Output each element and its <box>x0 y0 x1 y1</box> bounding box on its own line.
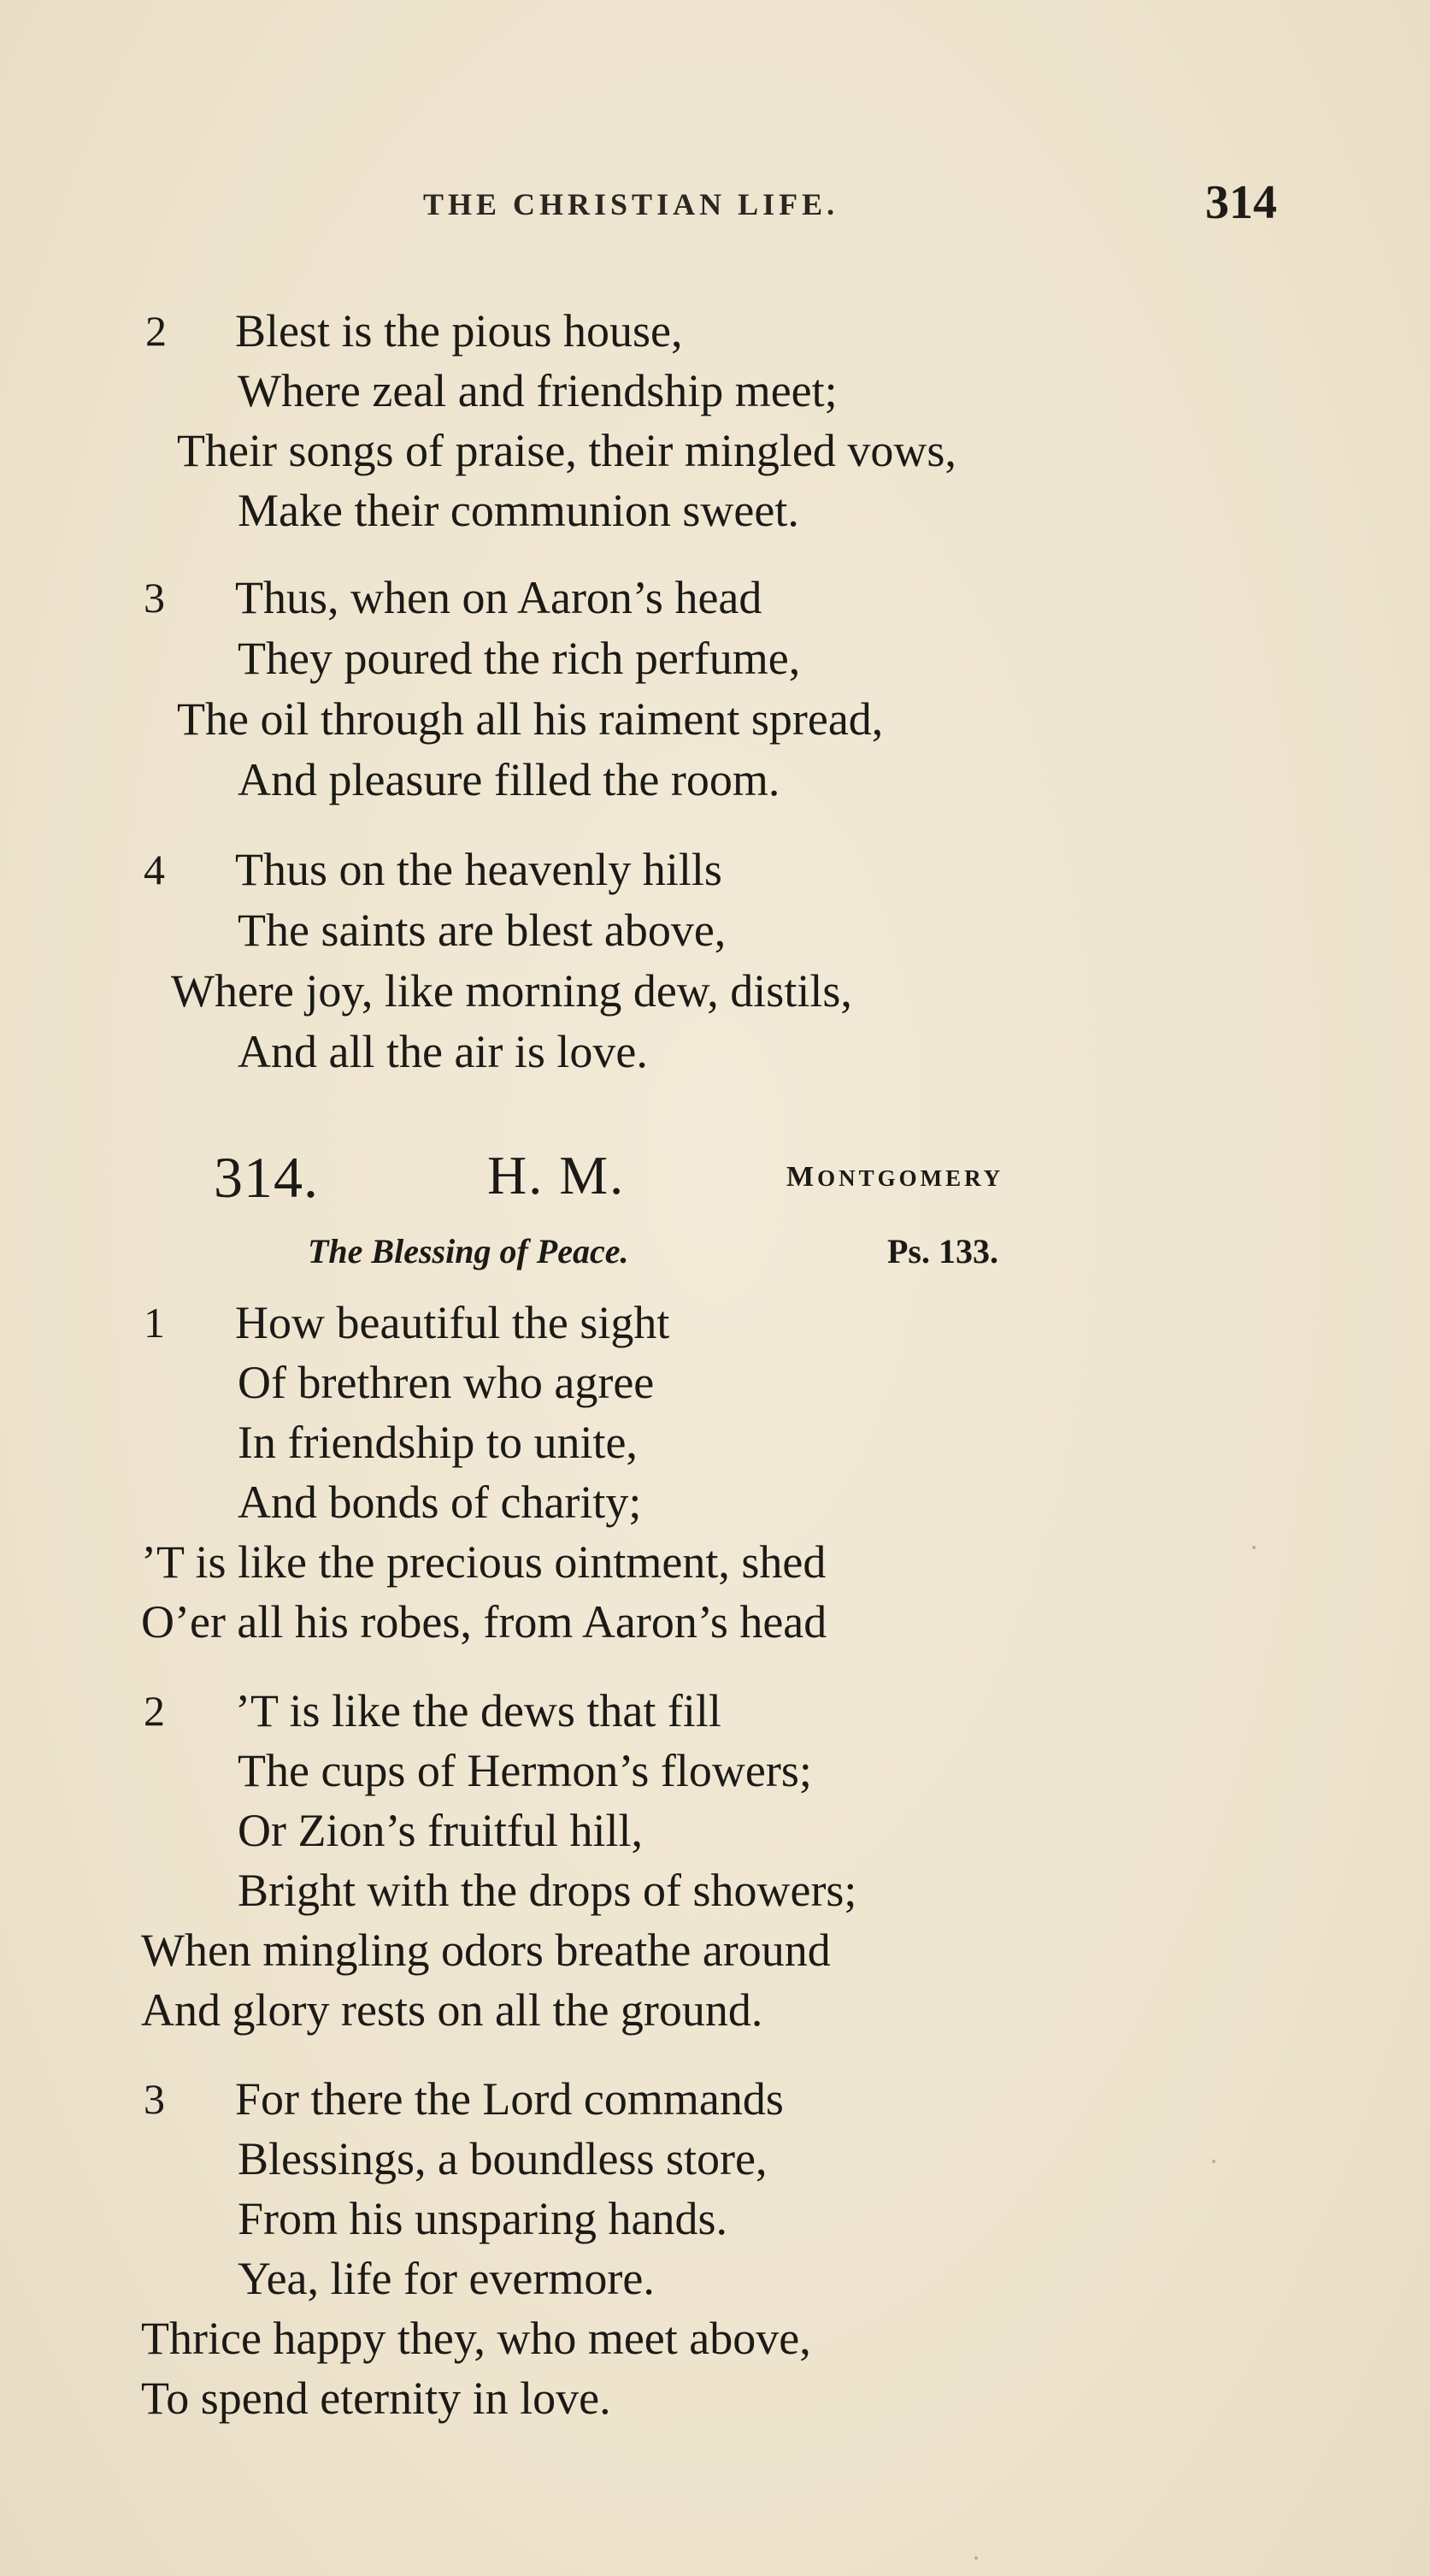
verse-line: Where joy, like morning dew, distils, <box>171 965 852 1017</box>
stanza-number: 3 <box>144 574 165 622</box>
verse-line: Of brethren who agree <box>238 1357 655 1408</box>
stanza-number: 4 <box>144 846 165 893</box>
verse-line: Blessings, a boundless store, <box>238 2133 768 2184</box>
verse-line: How beautiful the sight <box>235 1297 670 1348</box>
hymn-meter: H. M. <box>487 1145 626 1205</box>
paper-speck <box>974 2556 978 2560</box>
verse-line: Thus on the heavenly hills <box>235 844 722 895</box>
paper-speck <box>1252 1546 1256 1549</box>
verse-line: To spend eternity in love. <box>141 2373 611 2424</box>
verse-line: Make their communion sweet. <box>238 485 799 536</box>
hymn-number: 314. <box>214 1145 319 1210</box>
stanza-number: 3 <box>144 2075 165 2123</box>
verse-line: And all the air is love. <box>238 1026 648 1077</box>
stanza-number: 1 <box>144 1299 165 1347</box>
author-rest: ONTGOMERY <box>817 1165 1004 1191</box>
verse-line: ’T is like the dews that fill <box>235 1685 721 1736</box>
stanza-number: 2 <box>144 1687 165 1735</box>
paper-speck <box>1212 2160 1215 2163</box>
verse-line: And glory rests on all the ground. <box>141 1984 763 2036</box>
verse-line: Blest is the pious house, <box>235 305 683 357</box>
verse-line: Or Zion’s fruitful hill, <box>238 1805 643 1856</box>
verse-line: Thus, when on Aaron’s head <box>235 572 762 623</box>
verse-line: Their songs of praise, their mingled vows, <box>177 425 956 476</box>
verse-line: In friendship to unite, <box>238 1417 638 1468</box>
verse-line: O’er all his robes, from Aaron’s head <box>141 1596 827 1648</box>
page-number: 314 <box>1205 176 1277 229</box>
verse-line: They poured the rich perfume, <box>238 633 801 684</box>
verse-line: And pleasure filled the room. <box>238 754 780 805</box>
verse-line: And bonds of charity; <box>238 1477 642 1528</box>
psalm-reference: Ps. 133. <box>887 1232 998 1270</box>
hymn-subtitle: The Blessing of Peace. <box>308 1232 629 1270</box>
verse-line: Where zeal and friendship meet; <box>238 365 838 416</box>
verse-line: The cups of Hermon’s flowers; <box>238 1745 812 1796</box>
verse-line: From his unsparing hands. <box>238 2193 727 2244</box>
running-title: THE CHRISTIAN LIFE. <box>423 187 839 221</box>
verse-line: When mingling odors breathe around <box>141 1925 831 1976</box>
stanza-number: 2 <box>145 307 167 355</box>
author-initial: M <box>786 1161 818 1193</box>
hymn-author <box>786 1161 1003 1194</box>
verse-line: Bright with the drops of showers; <box>238 1865 857 1916</box>
verse-line: For there the Lord commands <box>235 2073 784 2125</box>
verse-line: The oil through all his raiment spread, <box>177 693 884 745</box>
verse-line: Yea, life for evermore. <box>238 2253 655 2304</box>
verse-line: ’T is like the precious ointment, shed <box>141 1536 827 1588</box>
verse-line: Thrice happy they, who meet above, <box>141 2313 811 2364</box>
verse-line: The saints are blest above, <box>238 905 727 956</box>
